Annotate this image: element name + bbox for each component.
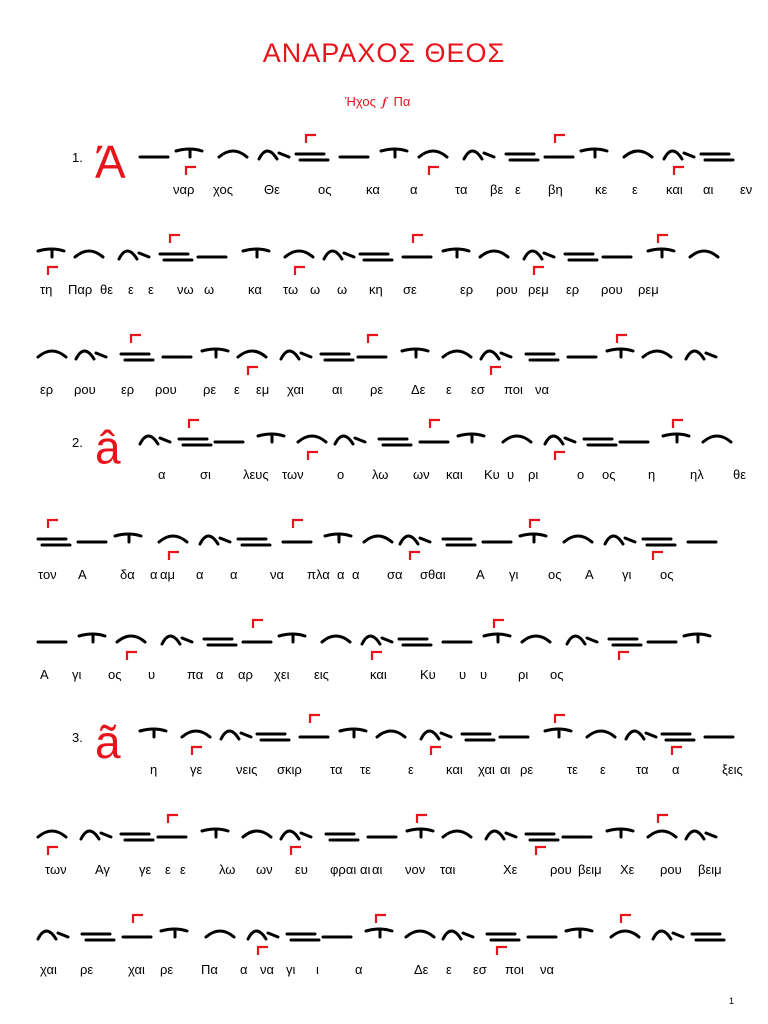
lyric-line [0, 962, 768, 978]
lyric-syllable: ρου [601, 282, 623, 297]
lyric-syllable: ε [165, 862, 171, 877]
lyric-syllable: κη [369, 282, 383, 297]
lyric-syllable: α [352, 567, 360, 582]
lyric-syllable: ρου [496, 282, 518, 297]
lyric-syllable: των [45, 862, 67, 877]
lyric-syllable: λευς [243, 467, 269, 482]
lyric-syllable: πα [187, 667, 204, 682]
lyric-syllable: βειμ [578, 862, 602, 877]
lyric-syllable: Α [78, 567, 87, 582]
lyric-syllable: δα [120, 567, 135, 582]
lyric-syllable: ε [180, 862, 186, 877]
lyric-syllable: ο [577, 467, 585, 482]
lyric-syllable: ρε [520, 762, 534, 777]
lyric-syllable: αι [500, 762, 511, 777]
lyric-syllable: ρε [203, 382, 217, 397]
lyric-syllable: εσ [473, 962, 487, 977]
lyric-syllable: σε [403, 282, 417, 297]
lyric-syllable: υ [480, 667, 488, 682]
neume-icon [692, 934, 724, 940]
lyric-syllable: ος [548, 567, 562, 582]
lyric-syllable: τη [40, 282, 53, 297]
lyric-syllable: ρι [518, 667, 529, 682]
verse-initial: â [95, 421, 121, 473]
neume-icon [406, 931, 434, 937]
lyric-syllable: γι [72, 667, 82, 682]
lyric-syllable: χαι [128, 962, 145, 977]
lyric-syllable: ρου [74, 382, 96, 397]
lyric-syllable: α [230, 567, 238, 582]
lyric-syllable: ναρ [173, 182, 195, 197]
lyric-syllable: αμ [160, 567, 176, 582]
lyric-syllable: και [370, 667, 387, 682]
lyric-syllable: κα [366, 182, 380, 197]
neume-icon [82, 934, 114, 940]
lyric-syllable: ος [108, 667, 122, 682]
lyric-syllable: Χε [503, 862, 518, 877]
lyric-syllable: τω [283, 282, 299, 297]
lyric-syllable: α [240, 962, 248, 977]
lyric-syllable: α [150, 567, 158, 582]
lyric-syllable: ερ [40, 382, 54, 397]
lyric-syllable: λω [372, 467, 389, 482]
lyric-syllable: α [672, 762, 680, 777]
lyric-syllable: ρεμ [638, 282, 659, 297]
lyric-syllable: γε [139, 862, 152, 877]
lyric-syllable: βε [490, 182, 504, 197]
neume-icon [366, 929, 392, 937]
gorgon-mark-icon [621, 915, 631, 923]
lyric-syllable: σι [200, 467, 211, 482]
gorgon-mark-icon [133, 915, 143, 923]
neume-icon [287, 934, 319, 940]
lyric-syllable: Παρ [68, 282, 93, 297]
lyric-syllable: ε [446, 382, 452, 397]
page-number: 1 [728, 996, 734, 1006]
lyric-syllable: α [196, 567, 204, 582]
lyric-syllable: Κυ [484, 467, 500, 482]
lyric-syllable: αι [332, 382, 343, 397]
lyric-syllable: γι [509, 567, 519, 582]
lyric-syllable: ερ [121, 382, 135, 397]
lyric-syllable: ε [600, 762, 606, 777]
lyric-syllable: Δε [411, 382, 426, 397]
lyric-syllable: και [446, 467, 463, 482]
neume-icon [161, 929, 187, 937]
lyric-syllable: θε [100, 282, 114, 297]
lyric-syllable: η [648, 467, 656, 482]
lyric-syllable: ται [440, 862, 456, 877]
lyric-syllable: τα [330, 762, 343, 777]
lyric-syllable: ος [660, 567, 674, 582]
lyric-syllable: ξεις [722, 762, 743, 777]
lyric-syllable: να [540, 962, 555, 977]
verse-initial: ã [95, 716, 121, 768]
lyric-syllable: νον [405, 862, 426, 877]
lyric-syllable: υ [507, 467, 515, 482]
lyric-syllable: τε [567, 762, 578, 777]
lyric-syllable: χαι [40, 962, 57, 977]
lyric-syllable: σθαι [420, 567, 446, 582]
mode-mark: Πα [393, 94, 411, 109]
lyric-syllable: ε [408, 762, 414, 777]
neume-icon [566, 929, 592, 937]
verse-number: 1. [72, 150, 83, 165]
lyric-syllable: α [410, 182, 418, 197]
lyric-syllable: γι [622, 567, 632, 582]
lyric-syllable: αι [360, 862, 371, 877]
lyric-syllable: αι [703, 182, 714, 197]
neume-icon [206, 931, 234, 937]
lyric-syllable: ος [550, 667, 564, 682]
lyric-syllable: ε [234, 382, 240, 397]
lyric-syllable: Χε [620, 862, 635, 877]
neume-icon [653, 931, 683, 939]
lyric-syllable: ρε [160, 962, 174, 977]
lyric-syllable: α [355, 962, 363, 977]
mode-label: Ήχος [345, 94, 376, 109]
lyric-syllable: ρι [528, 467, 539, 482]
lyric-syllable: θε [733, 467, 747, 482]
lyric-syllable: τον [38, 567, 57, 582]
lyric-syllable: εν [740, 182, 753, 197]
gorgon-mark-icon [497, 947, 507, 955]
lyric-syllable: ε [515, 182, 521, 197]
lyric-syllable: γι [286, 962, 296, 977]
lyric-syllable: ρου [660, 862, 682, 877]
mode-signature-icon: 𝆑 [382, 94, 387, 109]
lyric-syllable: να [270, 567, 285, 582]
lyric-syllable: ποι [504, 382, 523, 397]
lyric-syllable: ερ [460, 282, 474, 297]
lyric-syllable: ω [204, 282, 215, 297]
lyric-syllable: χει [274, 667, 290, 682]
lyric-syllable: ερ [566, 282, 580, 297]
lyric-syllable: αι [372, 862, 383, 877]
lyric-syllable: ε [148, 282, 154, 297]
lyric-syllable: ε [446, 962, 452, 977]
lyric-syllable: α [158, 467, 166, 482]
lyric-syllable: ω [310, 282, 321, 297]
lyric-syllable: φραι [330, 862, 357, 877]
lyric-syllable: Θε [264, 182, 280, 197]
lyric-syllable: εις [314, 667, 329, 682]
lyric-syllable: τα [636, 762, 649, 777]
lyric-syllable: ων [256, 862, 273, 877]
gorgon-mark-icon [376, 915, 386, 923]
lyric-syllable: βειμ [698, 862, 722, 877]
lyric-syllable: ος [318, 182, 332, 197]
lyric-syllable: τε [360, 762, 371, 777]
lyric-syllable: κε [595, 182, 608, 197]
lyric-syllable: και [666, 182, 683, 197]
lyric-syllable: ο [337, 467, 345, 482]
lyric-syllable: ρου [550, 862, 572, 877]
lyric-syllable: ρεμ [528, 282, 549, 297]
lyric-syllable: εμ [256, 382, 270, 397]
lyric-syllable: η [150, 762, 158, 777]
lyric-syllable: ι [316, 962, 319, 977]
lyric-syllable: Δε [414, 962, 429, 977]
lyric-syllable: χαι [287, 382, 304, 397]
lyric-syllable: ποι [505, 962, 524, 977]
lyric-syllable: των [282, 467, 304, 482]
lyric-syllable: Αγ [95, 862, 110, 877]
lyric-syllable: νεις [236, 762, 258, 777]
lyric-syllable: νω [177, 282, 194, 297]
lyric-syllable: λω [219, 862, 236, 877]
lyric-syllable: χος [213, 182, 233, 197]
lyric-syllable: τα [455, 182, 468, 197]
lyric-syllable: εσ [471, 382, 485, 397]
verse-number: 3. [72, 730, 83, 745]
lyric-syllable: ε [632, 182, 638, 197]
lyric-syllable: Α [476, 567, 485, 582]
verse-number: 2. [72, 435, 83, 450]
lyric-syllable: κα [248, 282, 262, 297]
verse-initial: Ά [95, 136, 126, 188]
lyric-syllable: και [446, 762, 463, 777]
lyric-syllable: α [216, 667, 224, 682]
lyric-syllable: σκιρ [277, 762, 302, 777]
lyric-syllable: βη [548, 182, 563, 197]
lyric-syllable: ε [128, 282, 134, 297]
neume-icon [487, 934, 519, 940]
lyric-syllable: ω [337, 282, 348, 297]
lyric-syllable: να [260, 962, 275, 977]
lyric-syllable: α [337, 567, 345, 582]
lyric-syllable: γε [190, 762, 203, 777]
page-title: ΑΝΑΡΑΧΟΣ ΘΕΟΣ [262, 38, 506, 68]
neume-icon [38, 931, 68, 939]
lyric-syllable: Πα [201, 962, 218, 977]
lyric-syllable: ρε [370, 382, 384, 397]
lyric-syllable: Α [585, 567, 594, 582]
lyric-syllable: αρ [238, 667, 253, 682]
lyric-syllable: ευ [295, 862, 308, 877]
lyric-syllable: Α [40, 667, 49, 682]
lyric-syllable: ρου [155, 382, 177, 397]
lyric-syllable: πλα [307, 567, 330, 582]
lyric-syllable: ος [602, 467, 616, 482]
neume-icon [443, 931, 473, 939]
gorgon-mark-icon [258, 947, 268, 955]
neume-icon [248, 931, 278, 939]
lyric-syllable: ρε [80, 962, 94, 977]
lyric-syllable: υ [459, 667, 467, 682]
lyric-syllable: σα [387, 567, 403, 582]
lyric-syllable: υ [148, 667, 156, 682]
lyric-syllable: Κυ [420, 667, 436, 682]
lyric-syllable: να [535, 382, 550, 397]
neume-icon [611, 931, 639, 937]
lyric-syllable: ηλ [690, 467, 704, 482]
lyric-syllable: ων [413, 467, 430, 482]
lyric-syllable: χαι [478, 762, 495, 777]
